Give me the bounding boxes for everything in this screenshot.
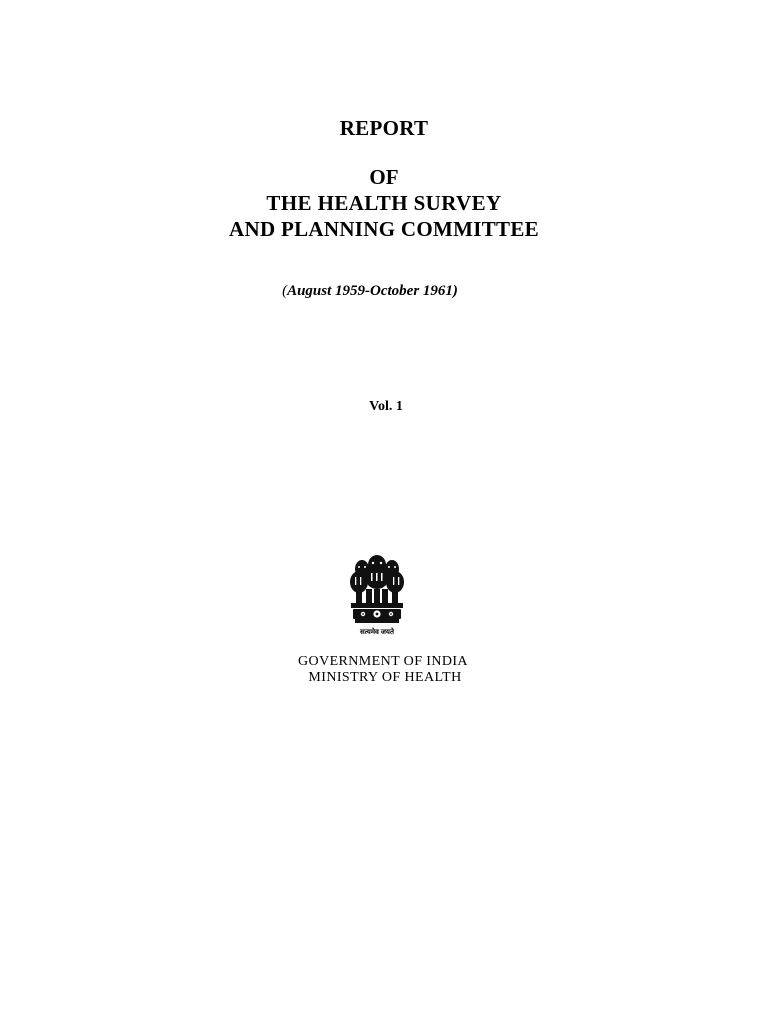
publisher-ministry: MINISTRY OF HEALTH [308, 670, 462, 685]
publisher-government: GOVERNMENT OF INDIA [298, 654, 468, 669]
report-heading: REPORT [339, 116, 429, 140]
report-period [0, 283, 754, 300]
report-period-open-paren: ( [282, 283, 288, 299]
of-heading: OF [369, 165, 399, 189]
volume-label: Vol. 1 [369, 399, 403, 414]
report-period-text: August 1959-October 1961) [287, 283, 458, 299]
title-line-2: AND PLANNING COMMITTEE [229, 217, 539, 241]
title-line-1: THE HEALTH SURVEY [266, 191, 502, 215]
emblem-motto: सत्यमेव जयते [360, 628, 394, 636]
